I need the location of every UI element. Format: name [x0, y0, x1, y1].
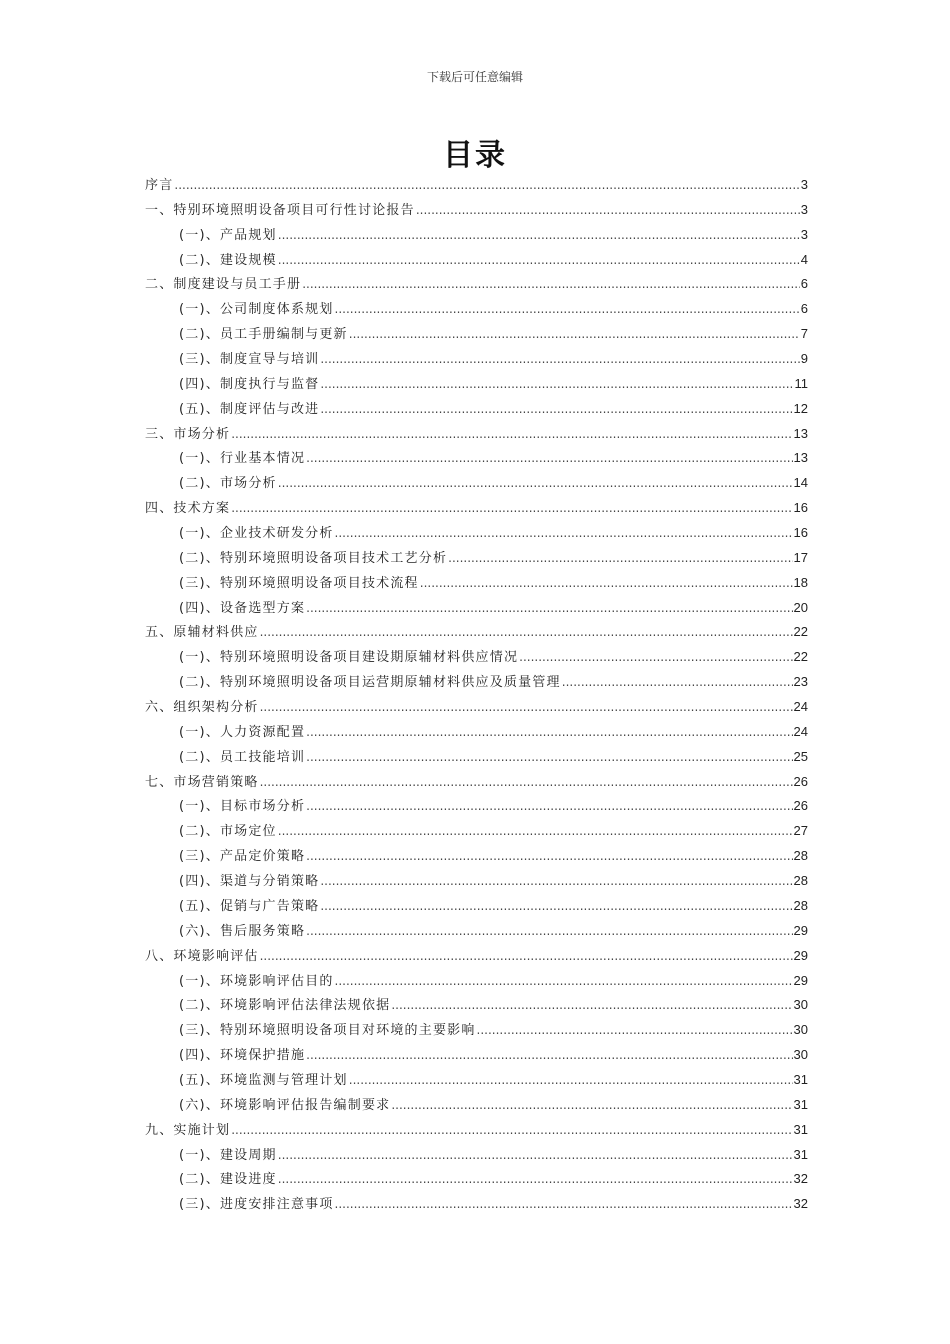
toc-dot-leader: [320, 899, 792, 913]
toc-entry-page-number: 16: [793, 525, 808, 541]
toc-entry-page-number: 11: [794, 375, 808, 391]
toc-entry[interactable]: [145, 398, 808, 423]
toc-dot-leader: [260, 625, 793, 639]
toc-entry[interactable]: [145, 298, 808, 323]
toc-entry-title: 九、实施计划: [145, 1122, 231, 1138]
toc-entry[interactable]: [145, 373, 808, 398]
toc-entry-title: (二)、员工技能培训: [179, 749, 306, 765]
toc-entry-title: (二)、建设规模: [179, 252, 277, 268]
toc-entry-title: (四)、渠道与分销策略: [179, 874, 320, 890]
table-of-contents: [145, 174, 808, 1218]
toc-entry-title: (三)、产品定价策略: [179, 849, 306, 865]
toc-entry-page-number: 17: [793, 549, 808, 565]
toc-entry-title: (三)、制度宣导与培训: [179, 352, 320, 368]
toc-entry-title: (四)、设备选型方案: [179, 600, 306, 616]
toc-entry-title: (一)、企业技术研发分析: [179, 526, 334, 542]
toc-dot-leader: [260, 949, 793, 963]
toc-entry-page-number: 28: [793, 897, 808, 913]
toc-entry-page-number: 26: [793, 798, 808, 814]
toc-dot-leader: [278, 228, 800, 242]
toc-entry-title: (二)、特别环境照明设备项目技术工艺分析: [179, 550, 448, 566]
toc-entry[interactable]: [145, 721, 808, 746]
toc-dot-leader: [278, 824, 793, 838]
toc-entry-page-number: 14: [793, 475, 808, 491]
toc-dot-leader: [335, 302, 800, 316]
toc-dot-leader: [349, 1073, 793, 1087]
toc-entry[interactable]: [145, 348, 808, 373]
toc-entry-page-number: 29: [793, 972, 808, 988]
toc-entry[interactable]: [145, 1094, 808, 1119]
toc-dot-leader: [477, 1023, 793, 1037]
toc-entry-page-number: 24: [793, 699, 808, 715]
toc-entry[interactable]: [145, 970, 808, 995]
toc-entry-title: (五)、促销与广告策略: [179, 898, 320, 914]
toc-entry-page-number: 30: [793, 1022, 808, 1038]
toc-entry[interactable]: [145, 273, 808, 298]
toc-entry-page-number: 24: [793, 723, 808, 739]
toc-entry-title: (一)、人力资源配置: [179, 724, 306, 740]
toc-entry-page-number: 29: [793, 922, 808, 938]
toc-entry-title: (二)、环境影响评估法律法规依据: [179, 998, 391, 1014]
toc-entry-page-number: 12: [793, 400, 808, 416]
toc-dot-leader: [260, 775, 793, 789]
toc-dot-leader: [231, 501, 792, 515]
toc-entry-page-number: 20: [793, 599, 808, 615]
toc-entry[interactable]: [145, 895, 808, 920]
toc-entry-title: (五)、制度评估与改进: [179, 401, 320, 417]
toc-entry-page-number: 31: [793, 1146, 808, 1162]
toc-entry[interactable]: [145, 1168, 808, 1193]
toc-entry-page-number: 29: [793, 947, 808, 963]
toc-dot-leader: [448, 551, 792, 565]
toc-entry-title: 六、组织架构分析: [145, 700, 259, 716]
toc-entry-page-number: 26: [793, 773, 808, 789]
toc-entry-title: (一)、特别环境照明设备项目建设期原辅材料供应情况: [179, 650, 519, 666]
toc-entry-title: 八、环境影响评估: [145, 948, 259, 964]
header-note: 下载后可任意编辑: [426, 70, 523, 84]
toc-entry-page-number: 22: [793, 649, 808, 665]
toc-entry-title: (四)、制度执行与监督: [179, 376, 320, 392]
toc-entry[interactable]: [145, 447, 808, 472]
toc-entry-title: (二)、市场定位: [179, 824, 277, 840]
toc-entry-page-number: 31: [793, 1121, 808, 1137]
toc-entry-page-number: 27: [793, 823, 808, 839]
toc-dot-leader: [335, 1197, 793, 1211]
toc-entry-title: (三)、特别环境照明设备项目对环境的主要影响: [179, 1023, 476, 1039]
toc-entry-page-number: 32: [793, 1171, 808, 1187]
toc-entry-title: (六)、环境影响评估报告编制要求: [179, 1097, 391, 1113]
toc-entry-title: 二、制度建设与员工手册: [145, 277, 302, 293]
toc-dot-leader: [391, 1098, 792, 1112]
toc-entry[interactable]: [145, 621, 808, 646]
toc-entry[interactable]: [145, 249, 808, 274]
toc-dot-leader: [335, 974, 793, 988]
toc-entry-title: 四、技术方案: [145, 501, 231, 517]
toc-entry[interactable]: [145, 1144, 808, 1169]
toc-entry[interactable]: [145, 522, 808, 547]
toc-entry-title: 七、市场营销策略: [145, 774, 259, 790]
toc-dot-leader: [349, 327, 800, 341]
toc-entry[interactable]: [145, 199, 808, 224]
toc-entry-title: (二)、特别环境照明设备项目运营期原辅材料供应及质量管理: [179, 675, 561, 691]
toc-entry-title: (二)、建设进度: [179, 1172, 277, 1188]
toc-entry-title: 三、市场分析: [145, 426, 231, 442]
toc-entry[interactable]: [145, 820, 808, 845]
toc-entry[interactable]: [145, 845, 808, 870]
toc-entry[interactable]: [145, 671, 808, 696]
toc-entry-title: 五、原辅材料供应: [145, 625, 259, 641]
toc-entry-page-number: 13: [793, 425, 808, 441]
toc-entry-page-number: 28: [793, 848, 808, 864]
toc-entry-title: (三)、特别环境照明设备项目技术流程: [179, 575, 419, 591]
toc-entry[interactable]: [145, 696, 808, 721]
toc-dot-leader: [420, 576, 793, 590]
toc-entry-title: (一)、建设周期: [179, 1147, 277, 1163]
toc-entry[interactable]: [145, 572, 808, 597]
toc-dot-leader: [306, 1048, 792, 1062]
toc-entry-title: (一)、公司制度体系规划: [179, 302, 334, 318]
toc-entry[interactable]: [145, 994, 808, 1019]
toc-entry-title: 序言: [145, 178, 174, 193]
toc-dot-leader: [416, 203, 800, 217]
toc-entry[interactable]: [145, 795, 808, 820]
toc-dot-leader: [335, 526, 793, 540]
toc-entry-page-number: 18: [793, 574, 808, 590]
toc-entry[interactable]: [145, 547, 808, 572]
toc-dot-leader: [306, 924, 792, 938]
toc-entry[interactable]: [145, 771, 808, 796]
toc-entry[interactable]: [145, 423, 808, 448]
toc-entry-title: (六)、售后服务策略: [179, 923, 306, 939]
toc-entry[interactable]: [145, 870, 808, 895]
toc-entry-page-number: 30: [793, 997, 808, 1013]
toc-entry[interactable]: [145, 1193, 808, 1218]
toc-entry[interactable]: [145, 497, 808, 522]
toc-entry-title: (四)、环境保护措施: [179, 1048, 306, 1064]
toc-dot-leader: [174, 178, 799, 192]
toc-entry-title: (一)、目标市场分析: [179, 799, 306, 815]
toc-entry-page-number: 31: [793, 1096, 808, 1112]
toc-dot-leader: [306, 725, 792, 739]
toc-entry[interactable]: [145, 945, 808, 970]
toc-entry-page-number: 13: [793, 450, 808, 466]
toc-dot-leader: [391, 998, 792, 1012]
toc-dot-leader: [306, 451, 792, 465]
toc-entry-page-number: 3: [800, 226, 808, 242]
toc-entry[interactable]: [145, 323, 808, 348]
toc-entry-title: (三)、进度安排注意事项: [179, 1197, 334, 1213]
toc-dot-leader: [306, 849, 792, 863]
toc-dot-leader: [320, 874, 792, 888]
toc-dot-leader: [278, 1172, 793, 1186]
toc-dot-leader: [320, 377, 793, 391]
toc-entry-page-number: 16: [793, 500, 808, 516]
toc-entry-page-number: 22: [793, 624, 808, 640]
toc-dot-leader: [231, 427, 792, 441]
toc-entry[interactable]: [145, 1069, 808, 1094]
toc-entry-page-number: 6: [800, 301, 808, 317]
toc-entry-title: (二)、员工手册编制与更新: [179, 327, 348, 343]
toc-entry[interactable]: [145, 746, 808, 771]
toc-dot-leader: [306, 799, 792, 813]
toc-entry-title: (五)、环境监测与管理计划: [179, 1072, 348, 1088]
toc-entry-page-number: 28: [793, 873, 808, 889]
toc-dot-leader: [278, 253, 800, 267]
toc-entry-title: (一)、环境影响评估目的: [179, 973, 334, 989]
toc-entry-page-number: 23: [793, 674, 808, 690]
toc-entry-title: 一、特别环境照明设备项目可行性讨论报告: [145, 202, 415, 218]
toc-entry-page-number: 30: [793, 1047, 808, 1063]
toc-dot-leader: [320, 352, 799, 366]
toc-entry-page-number: 25: [793, 748, 808, 764]
toc-entry-page-number: 3: [800, 177, 808, 192]
toc-entry[interactable]: [145, 1044, 808, 1069]
toc-entry[interactable]: [145, 472, 808, 497]
toc-entry-page-number: 6: [800, 276, 808, 292]
toc-dot-leader: [278, 1148, 793, 1162]
toc-dot-leader: [306, 601, 792, 615]
toc-entry[interactable]: [145, 1019, 808, 1044]
toc-entry[interactable]: [145, 224, 808, 249]
toc-entry-title: (二)、市场分析: [179, 476, 277, 492]
toc-dot-leader: [231, 1123, 792, 1137]
toc-entry[interactable]: [145, 174, 808, 199]
page-title: 目录: [443, 138, 507, 173]
toc-dot-leader: [519, 650, 792, 664]
toc-entry[interactable]: [145, 646, 808, 671]
toc-entry-page-number: 9: [800, 351, 808, 367]
toc-dot-leader: [260, 700, 793, 714]
toc-dot-leader: [320, 402, 792, 416]
toc-dot-leader: [302, 277, 800, 291]
toc-entry-page-number: 32: [793, 1196, 808, 1212]
toc-entry-page-number: 3: [800, 201, 808, 217]
toc-dot-leader: [278, 476, 793, 490]
toc-entry-title: (一)、产品规划: [179, 227, 277, 243]
toc-entry[interactable]: [145, 597, 808, 622]
toc-entry-page-number: 4: [800, 251, 808, 267]
toc-dot-leader: [562, 675, 793, 689]
toc-entry-title: (一)、行业基本情况: [179, 451, 306, 467]
toc-entry-page-number: 31: [793, 1071, 808, 1087]
toc-dot-leader: [306, 750, 792, 764]
toc-entry-page-number: 7: [800, 326, 808, 342]
toc-entry[interactable]: [145, 1119, 808, 1144]
toc-entry[interactable]: [145, 920, 808, 945]
